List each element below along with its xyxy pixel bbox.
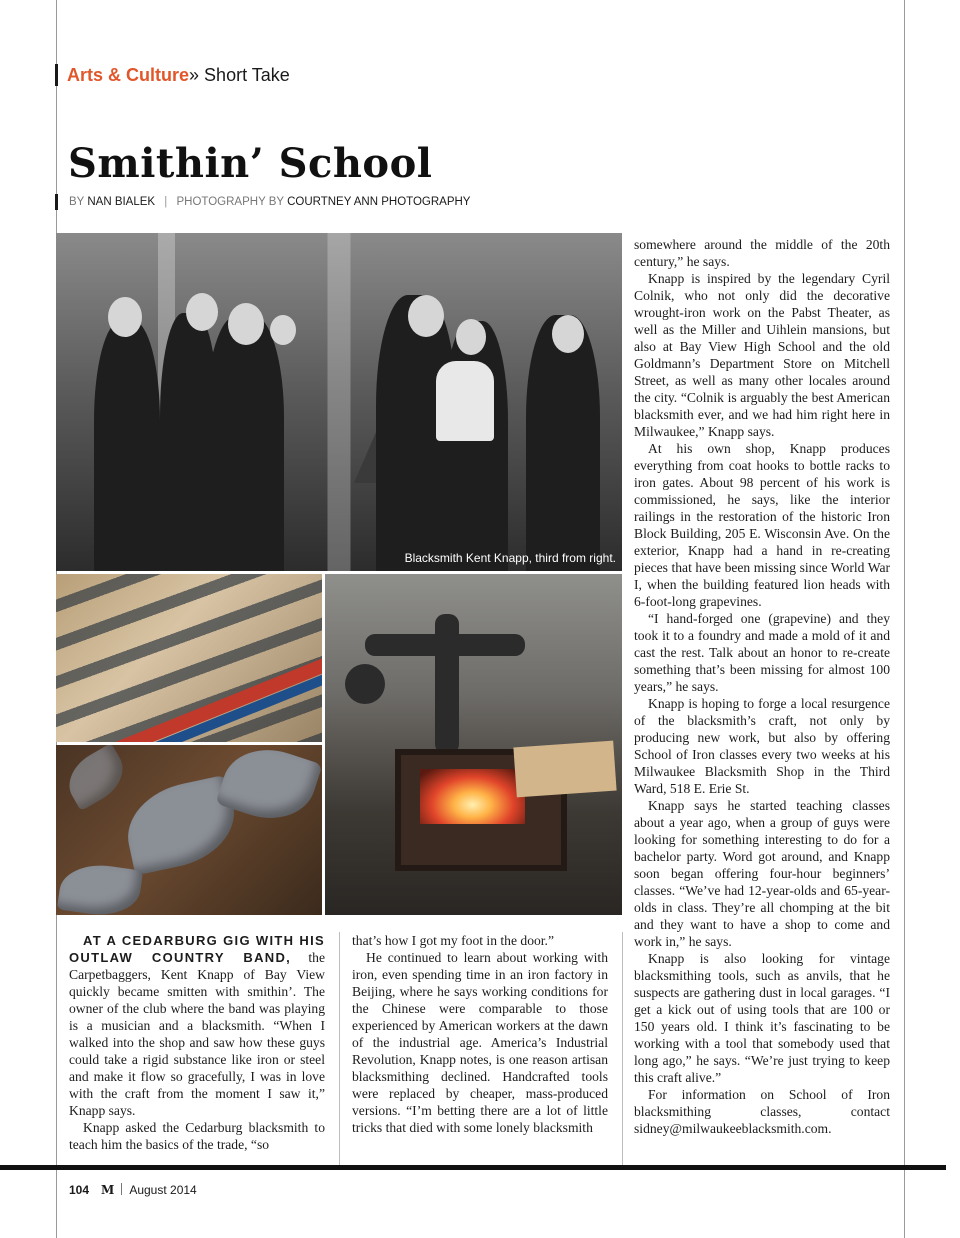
paragraph: At his own shop, Knapp produces everything from coat hooks to bottle racks to iron gates. About 98 percent of his work is commissioned, he says, like the interior railings in the restoration of the historic Iron Block Building, 205 E. Wisconsin Ave. On the exterior, Knapp had a hand in re-creating pieces that have been missing since World War I, when the building featured lion heads with 6-foot-long grapevines. xyxy=(634,441,890,609)
iron-leaf xyxy=(59,745,133,811)
person-shirt xyxy=(436,361,494,441)
paragraph: that’s how I got my foot in the door.” xyxy=(352,933,554,948)
paragraph: Knapp is also looking for vintage blacksmithing tools, such as anvils, that he suspects are gathering dust in local garages. “I get a kick out of using tools that are 100 or 150 years old. I think it’s fascinating to be working with a tool that somebody used that long ago,” he says. “We’re just trying to keep this craft alive.” xyxy=(634,951,890,1085)
person-figure xyxy=(444,321,508,571)
paragraph: somewhere around the middle of the 20th century,” he says. xyxy=(634,237,890,269)
bottom-rule xyxy=(0,1165,946,1170)
byline-by-label: BY xyxy=(69,196,85,208)
paragraph: Knapp asked the Cedarburg blacksmith to teach him the basics of the trade, “so xyxy=(69,1120,325,1152)
section-label: Arts & Culture xyxy=(67,65,190,85)
iron-bars-photo xyxy=(56,574,322,742)
person-head xyxy=(552,315,584,353)
baby-head xyxy=(270,315,296,345)
person-head xyxy=(186,293,218,331)
page-footer xyxy=(69,1182,197,1198)
paragraph: Knapp is inspired by the legendary Cyril Colnik, who not only did the decorative wrought-iron work on the Pabst Theater, as well as the Miller and Uihlein mansions, but also at Bay View High School and the old Goldmann’s Department Store on Mitchell Street, as well as many other locales around the city. “Colnik is arguably the best American blacksmith ever, and we had him right here in Milwaukee,” Knapp says. xyxy=(634,271,890,439)
paragraph: Knapp is hoping to forge a local resurgence of the blacksmith’s craft, not only by producing new work, but also by offering School of Iron classes every two weeks at his Milwaukee Blacksmith Shop in the Third Ward, 518 E. Erie St. xyxy=(634,696,890,796)
section-separator: » xyxy=(189,65,200,85)
forge-valve xyxy=(345,664,385,704)
wood-board xyxy=(513,741,616,798)
byline-photographer: COURTNEY ANN PHOTOGRAPHY xyxy=(287,196,471,208)
byline-divider: | xyxy=(164,196,168,208)
article-title: Smithin’ School xyxy=(68,140,433,187)
article-column-right xyxy=(634,236,890,1137)
lede-continuation: the Carpetbaggers, Kent Knapp of Bay View quickly became smitten with smithin’. The owner of the club where the band was playing is a musician and a blacksmith. “When I walked into the shop and saw how these guys could take a rigid substance like iron or steel and make it flow so gracefully, I was in love with the craft from the moment I saw it,” Knapp says. xyxy=(69,950,325,1118)
photo-caption: Blacksmith Kent Knapp, third from right. xyxy=(404,551,616,565)
paragraph: “I hand-forged one (grapevine) and they took it to a foundry and made a mold of it and cast the rest. Talk about an honor to re-create something that’s been missing for almost 100 years,” he says. xyxy=(634,611,890,694)
iron-leaf xyxy=(57,860,143,915)
person-head xyxy=(456,319,486,355)
person-head xyxy=(408,295,444,337)
paragraph: For information on School of Iron blacksmithing classes, contact sidney@milwaukeeblacksmith.com. xyxy=(634,1087,890,1136)
section-header xyxy=(55,64,290,86)
page-number: 104 xyxy=(69,1183,90,1197)
person-figure xyxy=(206,315,284,571)
byline-photo-label: PHOTOGRAPHY BY xyxy=(176,196,284,208)
paragraph: Knapp says he started teaching classes about a year ago, when a group of guys were looking for something interesting to do for a bachelor party. Word got around, and Knapp soon began offering four-hour beginners’ classes. “We’ve had 12-year-olds and 65-year-olds in class. They’re all chomping at the bit and they want to have a shop to come and work in,” he says. xyxy=(634,798,890,949)
person-head xyxy=(228,303,264,345)
article-column-left xyxy=(69,932,325,1153)
person-figure xyxy=(526,315,600,571)
subsection-label: Short Take xyxy=(204,65,290,85)
column-rule xyxy=(622,932,623,1165)
lede-text: AT A CEDARBURG GIG WITH HIS OUTLAW COUNTRY BAND, xyxy=(69,933,325,965)
footer-divider xyxy=(121,1183,122,1195)
iron-leaves-photo xyxy=(56,745,322,915)
forge-photo xyxy=(325,574,622,915)
byline-author: NAN BIALEK xyxy=(87,196,156,208)
byline xyxy=(55,194,470,210)
paragraph xyxy=(69,932,325,1119)
forge-pipe xyxy=(435,614,459,754)
article-column-middle xyxy=(352,932,608,1136)
column-rule xyxy=(339,932,340,1165)
magazine-logo: M xyxy=(101,1183,115,1197)
group-photo xyxy=(56,233,622,571)
person-figure xyxy=(94,321,160,571)
issue-date: August 2014 xyxy=(129,1183,197,1197)
forge-fire xyxy=(420,769,525,824)
person-head xyxy=(108,297,142,337)
page-edge-right xyxy=(904,0,905,1238)
paragraph: He continued to learn about working with iron, even spending time in an iron factory in Beijing, where he says working conditions for the Chinese were comparable to those experienced by American workers at the dawn of the industrial age. America’s Industrial Revolution, Knapp notes, is one reason artisan blacksmithing declined. Handcrafted tools were replaced by cheaper, mass-produced versions. “I’m betting there are a lot of little tricks that died with some lonely blacksmith xyxy=(352,950,608,1135)
